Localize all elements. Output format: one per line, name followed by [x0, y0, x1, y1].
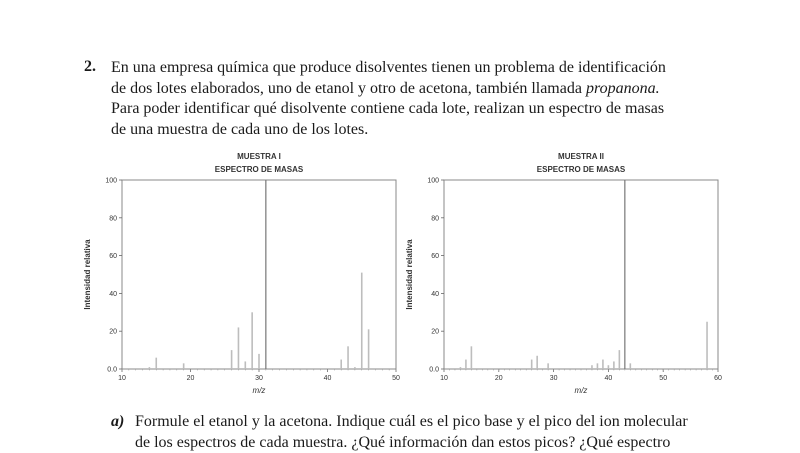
y-axis-label: Intensidad relativa	[405, 239, 414, 310]
question-line-2-text: de dos lotes elaborados, uno de etanol y otro de acetona, también llamada	[111, 80, 582, 97]
y-tick-label: 20	[431, 329, 439, 336]
chart-svg	[80, 148, 400, 398]
y-tick-label: 0.0	[429, 367, 439, 374]
chart-subtitle: ESPECTRO DE MASAS	[215, 165, 304, 174]
question-line-4: de una muestra de cada uno de los lotes.	[111, 120, 736, 141]
chart-title: MUESTRA II	[558, 152, 604, 161]
y-tick-label: 80	[431, 215, 439, 222]
sub-question-a	[111, 412, 736, 453]
x-tick-label: 20	[187, 375, 195, 382]
x-tick-label: 30	[550, 375, 558, 382]
y-tick-label: 80	[109, 215, 117, 222]
mass-spectrum-chart-2	[402, 148, 722, 398]
question-line-2	[111, 79, 736, 100]
x-tick-label: 40	[605, 375, 613, 382]
x-tick-label: 40	[324, 375, 332, 382]
y-tick-label: 40	[431, 291, 439, 298]
x-tick-label: 50	[659, 375, 667, 382]
y-tick-label: 20	[109, 329, 117, 336]
question-line-1: En una empresa química que produce disolventes tienen un problema de identificación	[111, 58, 736, 79]
chart-svg	[402, 148, 722, 398]
x-tick-label: 60	[714, 375, 722, 382]
y-tick-label: 40	[109, 291, 117, 298]
x-tick-label: 10	[118, 375, 126, 382]
question-number: 2.	[84, 58, 96, 76]
mass-spectrum-chart-1	[80, 148, 400, 398]
y-tick-label: 100	[427, 178, 439, 185]
x-axis-label: m/z	[253, 386, 266, 395]
y-tick-label: 100	[105, 178, 117, 185]
x-tick-label: 30	[255, 375, 263, 382]
plot-frame	[122, 180, 396, 369]
y-tick-label: 60	[431, 253, 439, 260]
x-tick-label: 20	[495, 375, 503, 382]
question-line-3: Para poder identificar qué disolvente contiene cada lote, realizan un espectro de masas	[111, 99, 736, 120]
y-axis-label: Intensidad relativa	[83, 239, 92, 310]
x-axis-label: m/z	[575, 386, 588, 395]
italic-term: propanona.	[586, 80, 660, 97]
chart-subtitle: ESPECTRO DE MASAS	[537, 165, 626, 174]
sub-question-line-1: Formule el etanol y la acetona. Indique cuál es el pico base y el pico del ion molecular	[111, 412, 736, 433]
sub-question-label: a)	[111, 412, 124, 433]
y-tick-label: 60	[109, 253, 117, 260]
x-tick-label: 10	[440, 375, 448, 382]
y-tick-label: 0.0	[107, 367, 117, 374]
question-text	[111, 58, 736, 140]
plot-frame	[444, 180, 718, 369]
sub-question-line-2: de los espectros de cada muestra. ¿Qué información dan estos picos? ¿Qué espectro	[111, 433, 736, 453]
x-tick-label: 50	[392, 375, 400, 382]
chart-title: MUESTRA I	[237, 152, 281, 161]
